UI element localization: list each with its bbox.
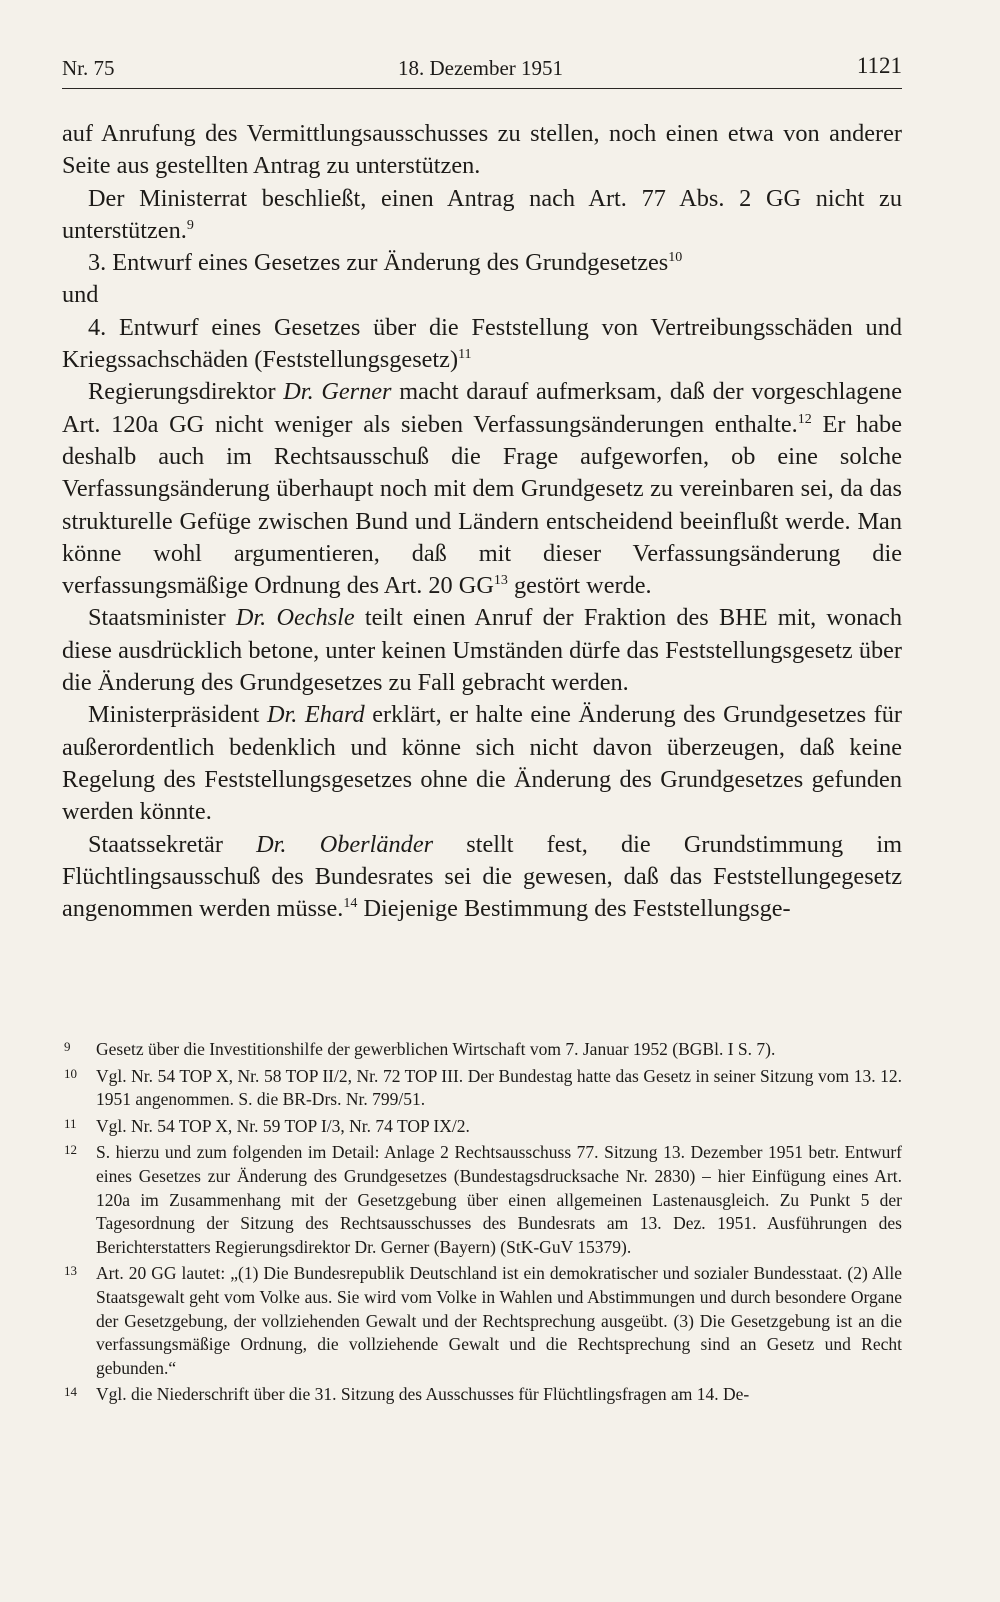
paragraph: auf Anrufung des Vermittlungsausschusses zu stellen, noch einen etwa von anderer Seite aus gestellten Antrag zu unterstützen.	[62, 120, 902, 180]
footnote-number: 13	[64, 1263, 77, 1279]
footnote-number: 11	[64, 1115, 77, 1131]
footnote-ref: 13	[493, 573, 508, 589]
paragraph: Regierungsdirektor Dr. Gerner macht darauf aufmerksam, daß der vorgeschlagene Art. 120a GG nicht weniger als sieben Verfassungsänderungen enthalte.$^{12}$ Er habe deshalb auch im Rechtsausschuß die Frage aufgeworfen, ob eine solche Verfassungsänderung überhaupt noch mit dem Grundgesetz zu vereinbaren sei, da das strukturelle Gefüge zwischen Bund und Ländern entscheidend beeinflußt werde. Man könne wohl argumentieren, daß mit dieser Verfassungsänderung die verfassungsmäßige Ordnung des Art. 20 GG$^{13}$ gestört werde.	[62, 378, 902, 600]
footnote-ref: 11	[458, 347, 472, 363]
document-number: Nr. 75	[62, 56, 115, 80]
footnote: 10 Vgl. Nr. 54 TOP X, Nr. 58 TOP II/2, Nr. 72 TOP III. Der Bundestag hatte das Gesetz in seiner Sitzung vom 13. 12. 1951 angenommen. S. die BR-Drs. Nr. 799/51.	[62, 1065, 902, 1112]
agenda-item: 3. Entwurf eines Gesetzes zur Änderung des Grundgesetzes$^{10}$	[88, 249, 683, 277]
speaker-name: Dr. Oberländer	[256, 830, 434, 858]
paragraph: Staatsminister Dr. Oechsle teilt einen Anruf der Fraktion des BHE mit, wonach diese ausdrücklich betone, unter keinen Umständen dürfe das Feststellungsgesetz über die Änderung des Grundgesetzes zu Fall gebracht werden.	[62, 604, 902, 697]
agenda-item: 4. Entwurf eines Gesetzes über die Feststellung von Vertreibungsschäden und Kriegssachschäden (Feststellungsgesetz)$^{11}$	[62, 313, 902, 374]
footnote: 13 Art. 20 GG lautet: „(1) Die Bundesrepublik Deutschland ist ein demokratischer und sozialer Bundesstaat. (2) Alle Staatsgewalt geht vom Volke aus. Sie wird vom Volke in Wahlen und Abstimmungen und durch besondere Organe der Gesetzgebung, der vollziehenden Gewalt und der Rechtsprechung ausgeübt. (3) Die Gesetzgebung ist an die verfassungsmäßige Ordnung, die vollziehende Gewalt und die Rechtsprechung sind an Gesetz und Recht gebunden.“	[62, 1262, 902, 1380]
footnote-number: 10	[64, 1065, 77, 1081]
speaker-name: Dr. Oechsle	[235, 604, 355, 632]
speaker-name: Dr. Gerner	[283, 378, 392, 406]
footnotes	[62, 1038, 902, 1410]
page-number: 1121	[856, 53, 902, 78]
agenda-connector: und	[62, 281, 99, 309]
running-header	[62, 52, 902, 89]
footnote: 14 Vgl. die Niederschrift über die 31. Sitzung des Ausschusses für Flüchtlingsfragen am 14. De-	[62, 1383, 902, 1407]
paragraph: Ministerpräsident Dr. Ehard erklärt, er halte eine Änderung des Grundgesetzes für außerordentlich bedenklich und könne sich nicht davon überzeugen, daß keine Regelung des Feststellungsgesetzes ohne die Änderung des Grundgesetzes gefunden werden könnte.	[62, 701, 902, 826]
footnote-ref: 12	[797, 411, 812, 427]
footnote: 9 Gesetz über die Investitionshilfe der gewerblichen Wirtschaft vom 7. Januar 1952 (BGBl. I S. 7).	[62, 1038, 902, 1062]
footnote-number: 12	[64, 1142, 77, 1158]
speaker-name: Dr. Ehard	[266, 701, 365, 729]
paragraph: Staatssekretär Dr. Oberländer stellt fest, die Grundstimmung im Flüchtlingsausschuß des Bundesrates sei die gewesen, daß das Feststellungegesetz angenommen werden müsse.$^{14}$ Diejenige Bestimmung des Feststellungsge-	[62, 830, 902, 923]
footnote-ref: 9	[186, 217, 194, 233]
footnote-number: 9	[64, 1039, 71, 1054]
footnote-ref: 10	[668, 250, 683, 266]
header-date: 18. Dezember 1951	[398, 56, 564, 80]
footnote: 12 S. hierzu und zum folgenden im Detail: Anlage 2 Rechtsausschuss 77. Sitzung 13. Dezember 1951 betr. Entwurf eines Gesetzes zur Änderung des Grundgesetzes (Bundestagsdrucksache Nr. 2830) – hier Einfügung eines Art. 120a im Zusammenhang mit der Gesetzgebung über einen allgemeinen Lastenausgleich. Zu Punkt 5 der Tagesordnung der Sitzung des Rechtsausschusses des Bundesrats am 13. Dez. 1951. Ausführungen des Berichterstatters Regierungsdirektor Dr. Gerner (Bayern) (StK-GuV 15379).	[62, 1141, 902, 1259]
paragraph: Der Ministerrat beschließt, einen Antrag nach Art. 77 Abs. 2 GG nicht zu unterstützen.$^9$	[62, 184, 902, 244]
footnote: 11 Vgl. Nr. 54 TOP X, Nr. 59 TOP I/3, Nr. 74 TOP IX/2.	[62, 1115, 902, 1139]
footnote-ref: 14	[343, 896, 358, 912]
body-text	[62, 118, 902, 925]
footnote-number: 14	[64, 1384, 77, 1400]
